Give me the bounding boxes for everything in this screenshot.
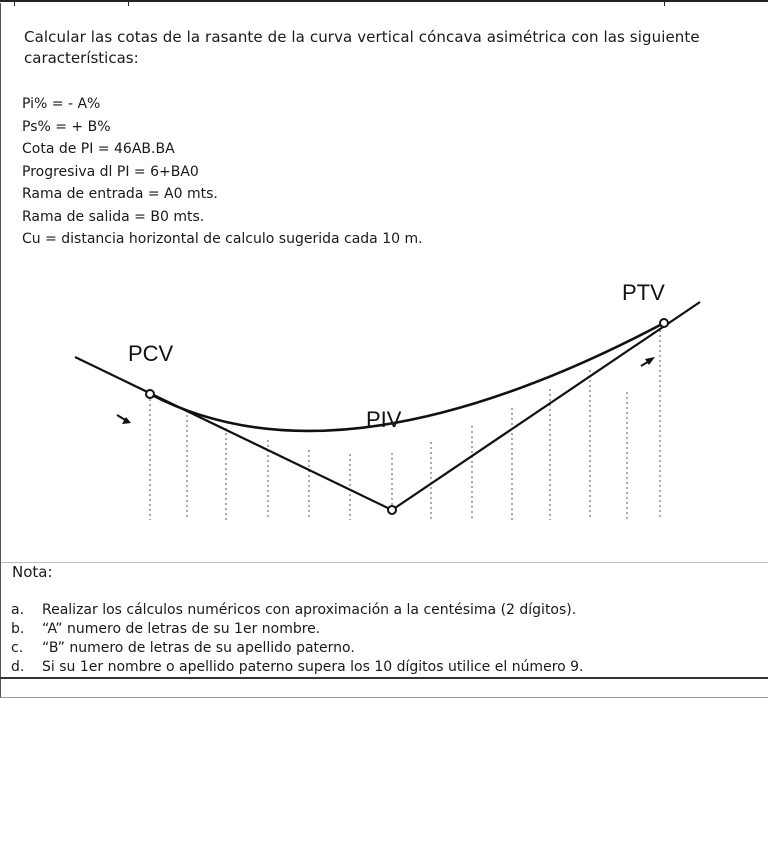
note-item <box>11 639 584 658</box>
param-exit-grade: Ps% = + B% <box>22 118 111 135</box>
note-item <box>11 658 584 677</box>
param-cu: Cu = distancia horizontal de calculo sugerida cada 10 m. <box>22 231 423 247</box>
note-text: Realizar los cálculos numéricos con aproximación a la centésima (2 dígitos). <box>42 602 577 618</box>
entry-tangent <box>75 357 392 510</box>
param-entry-branch: Rama de entrada = A0 mts. <box>22 186 218 202</box>
vertical-curve-diagram <box>0 270 768 530</box>
exit-arrow-icon <box>641 357 655 366</box>
nota-title: Nota: <box>12 563 53 581</box>
statement-line-2: características: <box>24 49 139 67</box>
note-letter: d. <box>11 659 25 675</box>
param-exit-branch: Rama de salida = B0 mts. <box>22 208 205 225</box>
note-item <box>11 601 584 620</box>
piv-label: PIV <box>366 407 402 432</box>
entry-arrow-icon <box>117 415 131 424</box>
problem-statement <box>24 27 768 69</box>
piv-point <box>388 506 396 514</box>
station-lines <box>150 330 660 520</box>
param-pi-elevation: Cota de PI = 46AB.BA <box>22 141 175 157</box>
parameter-list <box>22 93 423 251</box>
param-pi-station: Progresiva dl PI = 6+BA0 <box>22 163 199 180</box>
note-letter: c. <box>11 640 24 656</box>
ptv-label: PTV <box>622 280 665 305</box>
note-item <box>11 620 584 639</box>
pcv-point <box>146 390 154 398</box>
pcv-label: PCV <box>128 341 174 366</box>
note-letter: a. <box>11 602 25 618</box>
ptv-point <box>660 319 668 327</box>
notes-bottom-border <box>0 677 768 679</box>
note-letter: b. <box>11 621 25 637</box>
notes-list <box>11 601 584 677</box>
note-text: “A” numero de letras de su 1er nombre. <box>42 621 321 637</box>
exit-tangent <box>392 302 700 510</box>
vertical-curve <box>150 323 664 431</box>
note-text: “B” numero de letras de su apellido paterno. <box>42 640 355 656</box>
note-text: Si su 1er nombre o apellido paterno supera los 10 dígitos utilice el número 9. <box>42 659 584 675</box>
param-entry-grade: Pi% = - A% <box>22 96 101 112</box>
statement-line-1: Calcular las cotas de la rasante de la curva vertical cóncava asimétrica con las siguiente <box>24 28 700 46</box>
